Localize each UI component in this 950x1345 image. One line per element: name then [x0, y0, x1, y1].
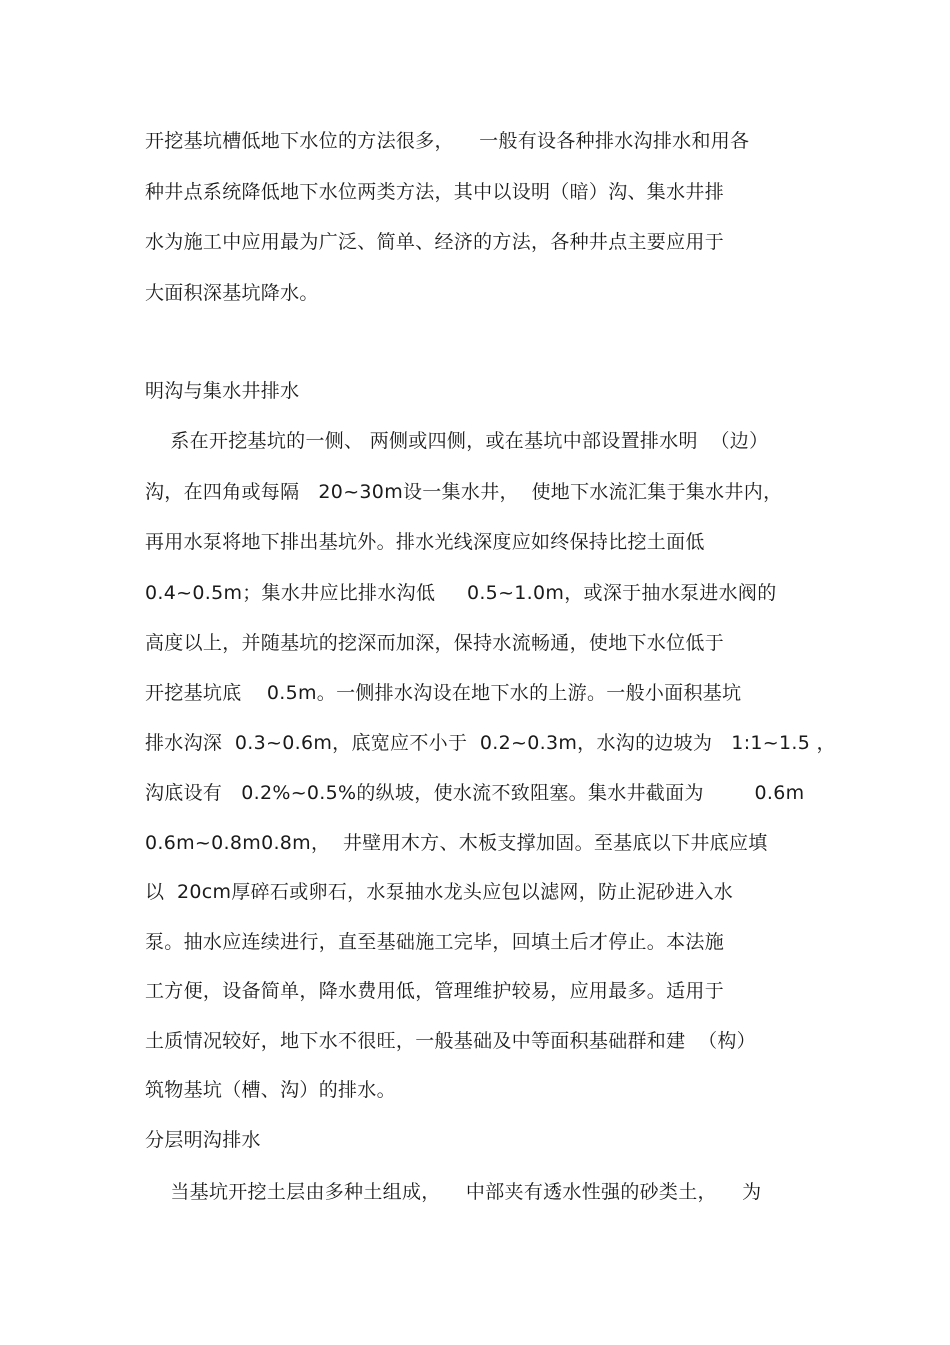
- paragraph-2-line-1: 系在开挖基坑的一侧、 两侧或四侧，或在基坑中部设置排水明 （边）: [145, 430, 769, 452]
- section-heading-ditch-sump: 明沟与集水井排水: [145, 380, 300, 402]
- paragraph-2-line-11: 泵。抽水应连续进行，直至基础施工完毕，回填土后才停止。本法施: [145, 931, 725, 953]
- paragraph-2-line-13: 土质情况较好，地下水不很旺，一般基础及中等面积基础群和建 （构）: [145, 1030, 756, 1052]
- paragraph-2-line-3: 再用水泵将地下排出基坑外。排水光线深度应如终保持比挖土面低: [145, 531, 705, 553]
- paragraph-2-line-12: 工方便，设备简单，降水费用低，管理维护较易，应用最多。适用于: [145, 980, 725, 1002]
- paragraph-2-line-7: 排水沟深 0.3~0.6m，底宽应不小于 0.2~0.3m，水沟的边坡为 1:1~1.5 ，: [145, 732, 836, 754]
- paragraph-2-line-8: 沟底设有 0.2%~0.5%的纵坡，使水流不致阻塞。集水井截面为 0.6m: [145, 782, 805, 804]
- paragraph-1-line-1: 开挖基坑槽低地下水位的方法很多， 一般有设各种排水沟排水和用各: [145, 130, 750, 152]
- paragraph-2-line-2: 沟，在四角或每隔 20~30m设一集水井， 使地下水流汇集于集水井内，: [145, 481, 783, 503]
- paragraph-1-line-4: 大面积深基坑降水。: [145, 282, 319, 304]
- paragraph-2-line-6: 开挖基坑底 0.5m。一侧排水沟设在地下水的上游。一般小面积基坑: [145, 682, 742, 704]
- paragraph-2-line-4: 0.4~0.5m；集水井应比排水沟低 0.5~1.0m，或深于抽水泵进水阀的: [145, 582, 777, 604]
- paragraph-3-line-1: 当基坑开挖土层由多种土组成， 中部夹有透水性强的砂类土， 为: [145, 1181, 762, 1203]
- paragraph-2-line-10: 以 20cm厚碎石或卵石，水泵抽水龙头应包以滤网，防止泥砂进入水: [145, 881, 734, 903]
- paragraph-1-line-3: 水为施工中应用最为广泛、简单、经济的方法，各种井点主要应用于: [145, 231, 725, 253]
- paragraph-2-line-9: 0.6m~0.8m0.8m， 井壁用木方、木板支撑加固。至基底以下井底应填: [145, 832, 768, 854]
- paragraph-2-line-5: 高度以上，并随基坑的挖深而加深，保持水流畅通，使地下水位低于: [145, 632, 725, 654]
- section-heading-layered-ditch: 分层明沟排水: [145, 1129, 261, 1151]
- paragraph-1-line-2: 种井点系统降低地下水位两类方法，其中以设明（暗）沟、集水井排: [145, 181, 725, 203]
- paragraph-2-line-14: 筑物基坑（槽、沟）的排水。: [145, 1079, 396, 1101]
